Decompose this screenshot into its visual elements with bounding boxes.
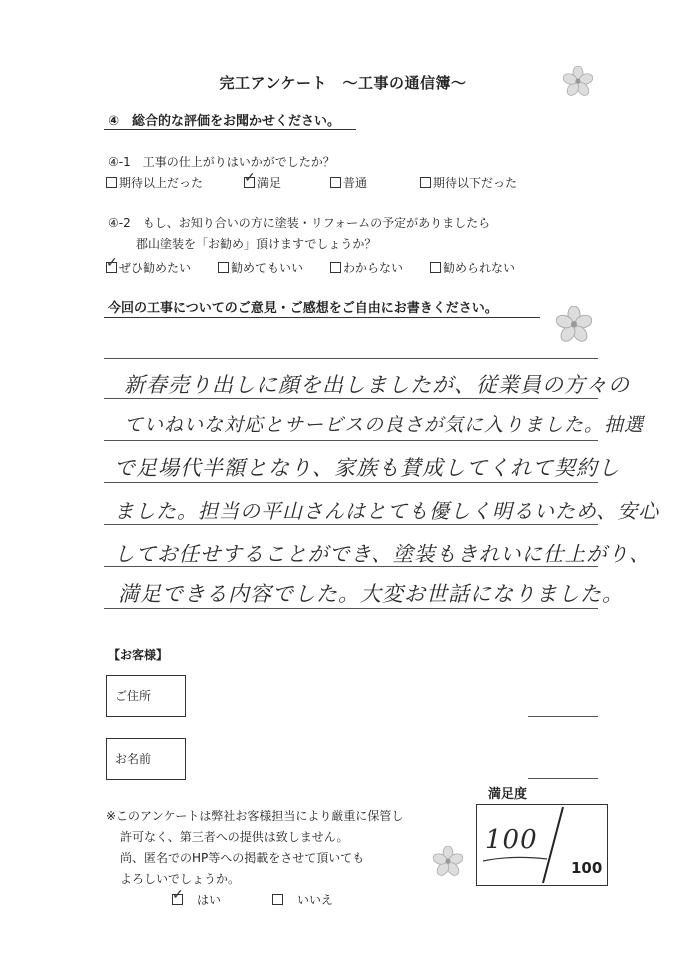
checkbox[interactable] [430, 262, 441, 273]
address-underline [528, 716, 598, 717]
satisfaction-box [476, 804, 608, 886]
handwritten-underline [481, 853, 551, 867]
name-label-box [106, 738, 186, 780]
handwritten-comment-line: してお任せすることができ、塗装もきれいに仕上がり、 [114, 542, 651, 566]
option-checkbox[interactable]: 期待以下だった [420, 174, 517, 191]
divider [104, 129, 356, 130]
checkbox[interactable] [330, 177, 341, 188]
checkbox[interactable] [420, 177, 431, 188]
question-text: もし、お知り合いの方に塗装・リフォームの予定がありましたら [142, 216, 491, 230]
comments-heading: 今回の工事についてのご意見・ご感想をご自由にお書きください。 [108, 301, 498, 316]
question-text: 工事の仕上がりはいかがでしたか？ [142, 155, 335, 169]
ruled-line [104, 358, 598, 359]
option-checkbox[interactable]: 期待以上だった [106, 174, 203, 191]
name-underline [528, 778, 598, 779]
checkbox[interactable] [172, 887, 184, 905]
handwritten-comment-line: ていねいな対応とサービスの良さが気に入りました。抽選 [124, 414, 645, 436]
checkbox[interactable] [106, 255, 118, 273]
ruled-line [104, 482, 598, 483]
option-checkbox[interactable]: 勧められない [430, 259, 515, 276]
checkbox[interactable] [272, 894, 283, 905]
sakura-icon [433, 846, 463, 876]
check-mark-icon: ✓ [172, 887, 184, 903]
ruled-line [104, 608, 598, 609]
section-heading: ④ 総合的な評価をお聞かせください。 [108, 114, 341, 129]
privacy-notice: ※このアンケートは弊社お客様担当により厳重に保管し 許可なく、第三者への提供は致しません。 尚、匿名でのHP等への掲載をさせて頂いても よろしいでしょうか。 [106, 809, 404, 886]
handwritten-comment-line: 満足できる内容でした。大変お世話になりました。 [118, 582, 624, 606]
handwritten-comment-line: で足場代半額となり、家族も賛成してくれて契約し [114, 456, 620, 480]
sakura-icon [563, 66, 593, 96]
check-mark-icon: ✓ [106, 255, 118, 271]
handwritten-comment-line: 新春売り出しに顔を出しましたが、従業員の方々の [124, 373, 630, 397]
address-label: ご住所 [115, 689, 152, 703]
checkbox[interactable] [106, 177, 117, 188]
handwritten-comment-line: ました。担当の平山さんはとても優しく明るいため、安心 [114, 499, 660, 523]
question-number: ④-1 [108, 155, 131, 169]
option-checkbox-checked[interactable]: ✓ 満足 [244, 170, 282, 190]
question-4-1 [108, 153, 335, 170]
option-checkbox[interactable]: 普通 [330, 174, 367, 191]
sakura-icon [556, 306, 592, 342]
checkbox[interactable] [244, 170, 256, 188]
option-checkbox[interactable]: わからない [330, 259, 403, 276]
satisfaction-label: 満足度 [488, 787, 528, 802]
ruled-line [104, 524, 598, 525]
name-label: お名前 [115, 752, 152, 766]
ruled-line [104, 440, 598, 441]
divider [104, 317, 540, 318]
handwritten-score: 100 [485, 825, 538, 855]
question-text: 郡山塗装を「お勧め」頂けますでしょうか？ [136, 237, 377, 251]
yes-checkbox[interactable]: ✓ はい [172, 887, 222, 907]
option-checkbox-checked[interactable]: ✓ ぜひ勧めたい [106, 255, 192, 275]
question-4-2 [108, 214, 490, 231]
address-label-box [106, 675, 186, 717]
check-mark-icon: ✓ [244, 170, 256, 186]
checkbox[interactable] [218, 262, 229, 273]
page-title: 完工アンケート ～工事の通信簿～ [219, 74, 467, 92]
satisfaction-max: 100 [571, 859, 603, 877]
option-checkbox[interactable]: 勧めてもいい [218, 259, 303, 276]
question-number: ④-2 [108, 216, 131, 230]
customer-heading: 【お客様】 [108, 648, 169, 662]
no-checkbox[interactable]: いいえ [272, 891, 333, 908]
checkbox[interactable] [330, 262, 341, 273]
